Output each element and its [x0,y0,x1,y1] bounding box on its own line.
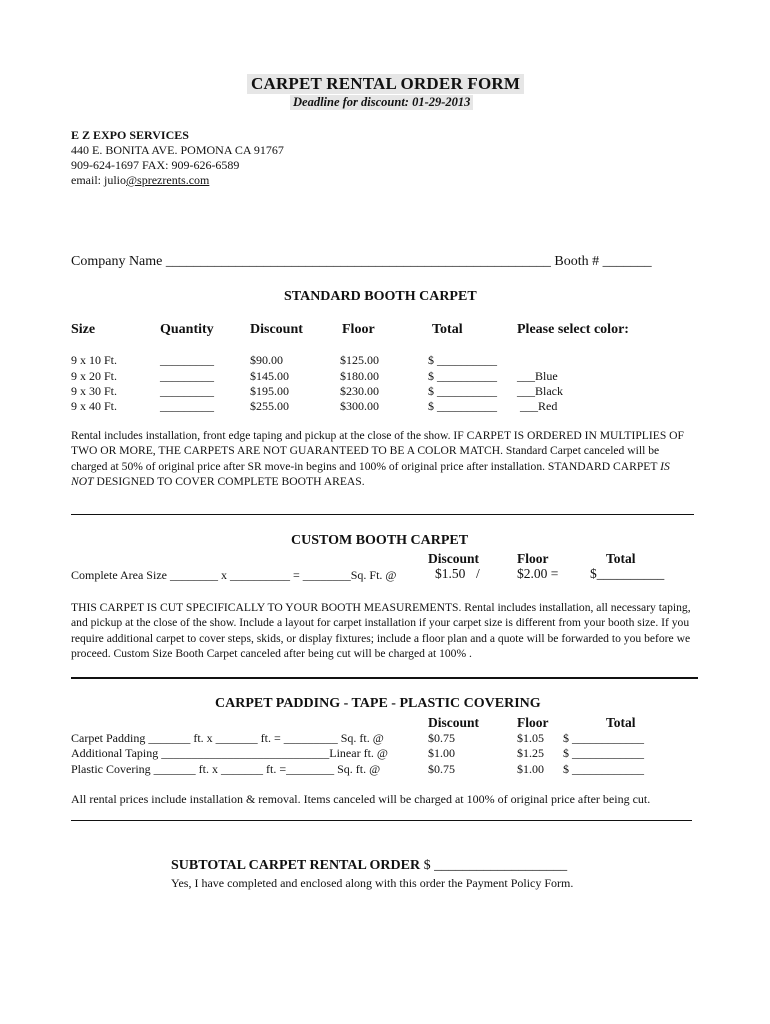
color-header: Please select color: [517,322,629,337]
custom-discount-label: Discount [428,551,480,566]
plastic-covering-line[interactable]: Plastic Covering _______ ft. x _______ ft. =________ Sq. ft. @ [71,762,381,776]
custom-floor-price: $2.00 = [517,566,559,581]
floor-header: Floor [342,322,375,337]
company-address: 440 E. BONITA AVE. POMONA CA 91767 [71,143,284,157]
standard-carpet-note: Rental includes installation, front edge taping and pickup at the close of the show. IF CARPET IS ORDERED IN MULTIPLIES OF TWO OR MORE, THE CARPETS ARE NOT GUARANTEED TO BE A COLOR MATCH. Standard Carpet canceled will be charged at 50% of original price after SR move-in begins and 100% of original price after installation. STANDARD CARPET IS NOT DESIGNED TO COVER COMPLETE BOOTH AREAS. [71,429,685,488]
total-header: Total [432,322,463,337]
padding-floor-label: Floor [517,715,549,730]
custom-carpet-note: THIS CARPET IS CUT SPECIFICALLY TO YOUR BOOTH MEASUREMENTS. Rental includes installation, all necessary taping, and pickup at the close of the show. Include a layout for carpet installation if your carpet size is different from your booth size. If you require additional carpet to cover steps, skids, or display fixtures; include a floor plan and a quote will be forwarded to you before we proceed. Custom Size Booth Carpet canceled after being cut will be charged at 100% . [71,601,691,660]
discount-cell: $145.00 [250,369,289,383]
discount-cell: $90.00 [250,353,283,367]
padding-floor-price: $1.05 [517,731,544,745]
custom-total-field[interactable]: $__________ [590,566,665,581]
standard-carpet-title: STANDARD BOOTH CARPET [284,289,477,304]
plastic-floor-price: $1.00 [517,762,544,776]
discount-cell: $255.00 [250,399,289,413]
email-prefix: email: julio [71,173,126,187]
plastic-discount-price: $0.75 [428,762,455,776]
size-cell: 9 x 40 Ft. [71,399,118,413]
padding-discount-price: $0.75 [428,731,455,745]
company-name: E Z EXPO SERVICES [71,128,189,142]
total-field[interactable]: $ __________ [428,353,497,367]
custom-discount-price: $1.50 [435,566,466,581]
discount-cell: $195.00 [250,384,289,398]
custom-floor-label: Floor [517,551,549,566]
total-field[interactable]: $ __________ [428,369,497,383]
padding-total-field[interactable]: $ ____________ [563,731,644,745]
section-divider [71,514,694,515]
form-title: CARPET RENTAL ORDER FORM [247,74,524,94]
subtotal-label: SUBTOTAL CARPET RENTAL ORDER [171,858,421,873]
quantity-field[interactable]: _________ [160,384,214,398]
taping-total-field[interactable]: $ ____________ [563,746,644,760]
size-header: Size [71,322,96,337]
company-phone: 909-624-1697 FAX: 909-626-6589 [71,158,240,172]
payment-policy-confirmation: Yes, I have completed and enclosed along with this order the Payment Policy Form. [171,876,574,890]
quantity-header: Quantity [160,322,214,337]
carpet-padding-line[interactable]: Carpet Padding _______ ft. x _______ ft. = _________ Sq. ft. @ [71,731,384,745]
size-cell: 9 x 20 Ft. [71,369,118,383]
quantity-field[interactable]: _________ [160,353,214,367]
size-cell: 9 x 30 Ft. [71,384,118,398]
subtotal-field[interactable]: $ ___________________ [423,858,568,873]
subtotal-line [171,858,567,874]
color-option-blue[interactable]: ___Blue [517,369,558,383]
color-option-red[interactable]: ___Red [520,399,558,413]
size-cell: 9 x 10 Ft. [71,353,118,367]
total-field[interactable]: $ __________ [428,399,497,413]
company-email [71,173,209,189]
floor-cell: $300.00 [340,399,379,413]
color-option-black[interactable]: ___Black [517,384,563,398]
quantity-field[interactable]: _________ [160,399,214,413]
cancellation-note: All rental prices include installation & removal. Items canceled will be charged at 100% of original price after being cut. [71,792,651,806]
quantity-field[interactable]: _________ [160,369,214,383]
padding-title: CARPET PADDING - TAPE - PLASTIC COVERING [215,696,541,711]
total-field[interactable]: $ __________ [428,384,497,398]
additional-taping-line[interactable]: Additional Taping ____________________________Linear ft. @ [71,746,388,760]
taping-discount-price: $1.00 [428,746,455,760]
plastic-total-field[interactable]: $ ____________ [563,762,644,776]
discount-header: Discount [250,322,303,337]
taping-floor-price: $1.25 [517,746,544,760]
padding-total-label: Total [606,715,636,730]
floor-cell: $180.00 [340,369,379,383]
padding-discount-label: Discount [428,715,480,730]
price-separator: / [476,566,480,581]
emphasis-is-not: IS NOT [71,459,670,488]
email-link[interactable]: @sprezrents.com [126,173,210,187]
company-booth-line[interactable]: Company Name _______________________________________________________ Booth # _______ [71,254,652,269]
custom-total-label: Total [606,551,636,566]
floor-cell: $230.00 [340,384,379,398]
area-size-line[interactable]: Complete Area Size ________ x __________ = ________Sq. Ft. @ [71,568,397,582]
section-divider [71,677,698,679]
custom-carpet-title: CUSTOM BOOTH CARPET [291,533,469,548]
floor-cell: $125.00 [340,353,379,367]
section-divider [71,820,692,821]
discount-deadline: Deadline for discount: 01-29-2013 [290,95,473,110]
